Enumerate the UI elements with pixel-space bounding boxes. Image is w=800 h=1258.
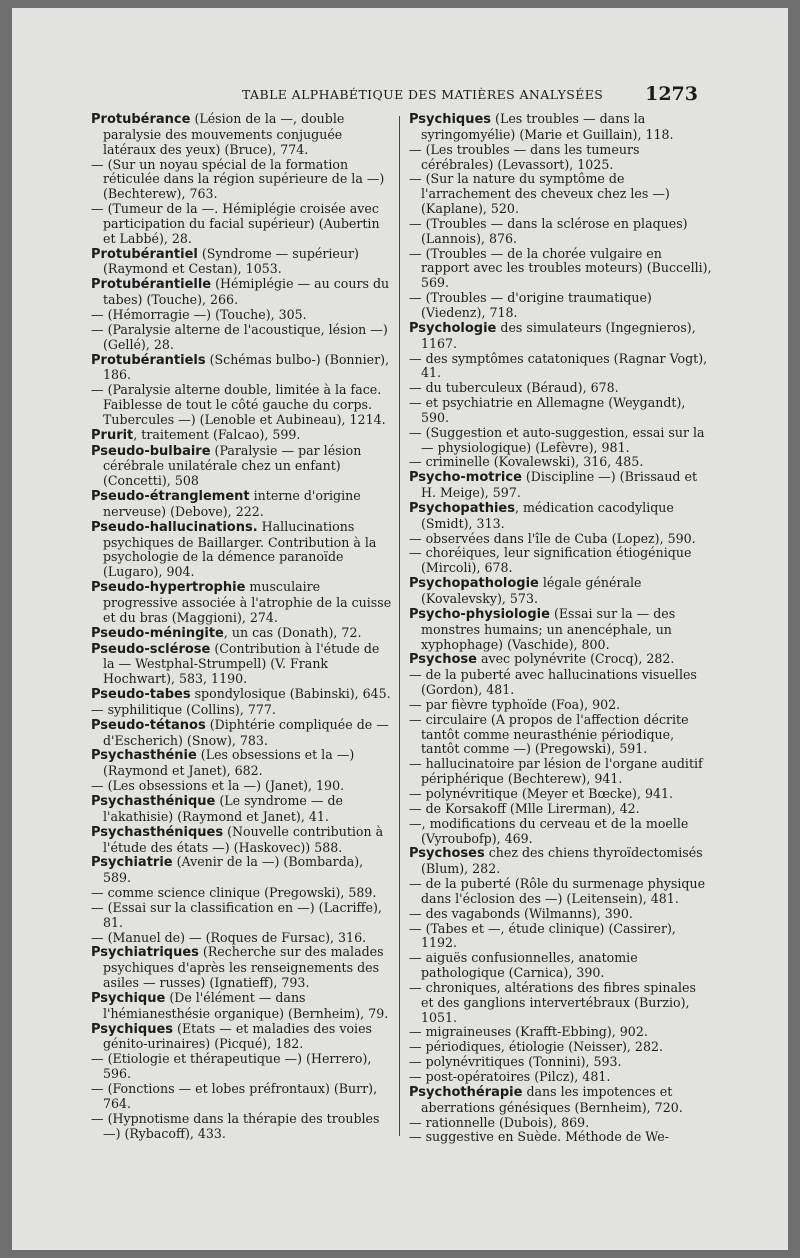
index-entry — [91, 945, 394, 991]
entry-text: — par fièvre typhoïde (Foa), 902. — [409, 696, 621, 712]
index-entry — [91, 353, 394, 384]
left-index-column — [91, 112, 394, 1141]
entry-text: (Avenir de la —) (Bombarda), 589. — [103, 854, 364, 886]
entry-headword: Psychasthénique — [91, 793, 216, 809]
index-entry — [409, 396, 712, 426]
entry-text: interne d'origine nerveuse) (Debove), 222. — [103, 488, 361, 519]
running-header — [104, 83, 698, 105]
index-entry — [409, 713, 712, 758]
index-entry — [409, 1085, 712, 1116]
entry-headword: Psychiques — [409, 112, 492, 127]
entry-headword: Psychothérapie — [409, 1084, 523, 1100]
entry-text: , traitement (Falcao), 599. — [133, 426, 301, 442]
column-divider — [399, 116, 400, 1136]
entry-text: — (Etiologie et thérapeutique —) (Herrero), 596. — [91, 1051, 372, 1082]
index-entry — [409, 817, 712, 847]
entry-text: — (Troubles — dans la sclérose en plaques) (Lannois), 876. — [409, 215, 688, 246]
entry-text: — (Sur un noyau spécial de la formation réticulée dans la région supérieure de la —) (Bechterew), 763. — [91, 156, 385, 202]
index-entry — [91, 687, 394, 703]
index-entry — [409, 802, 712, 817]
index-entry — [409, 112, 712, 143]
index-entry — [409, 247, 712, 292]
entry-headword: Psychiatriques — [91, 945, 199, 961]
entry-text: — et psychiatrie en Allemagne (Weygandt), 590. — [409, 395, 686, 425]
entry-text: — (Troubles — de la chorée vulgaire en rapport avec les troubles moteurs) (Buccelli), 569. — [409, 245, 712, 291]
index-entry — [409, 1116, 712, 1131]
entry-text: — (Manuel de) — (Roques de Fursac), 316. — [91, 929, 367, 945]
entry-text: — post-opératoires (Pilcz), 481. — [409, 1069, 611, 1084]
entry-text: — (Hémorragie —) (Touche), 305. — [91, 306, 307, 322]
entry-text: — (Suggestion et auto-suggestion, essai sur la — physiologique) (Lefèvre), 981. — [409, 424, 705, 455]
entry-text: (De l'élément — dans l'hémianesthésie organique) (Bernheim), 79. — [103, 989, 389, 1021]
entry-text: — (Paralysie alterne double, limitée à la face. Faiblesse de tout le côté gauche du corps. Tubercules —) (Lenoble et Aubineau), 1214. — [91, 382, 386, 427]
entry-text: — périodiques, étiologie (Neisser), 282. — [409, 1039, 663, 1055]
index-entry — [91, 444, 394, 490]
entry-text: Hallucinations psychiques de Baillarger. Contribution à la psychologie de la démence paranoïde (Lugaro), 904. — [103, 518, 377, 580]
entry-text: — (Sur la nature du symptôme de l'arrachement des cheveux chez les —) (Kaplane), 520. — [409, 171, 670, 217]
index-entry — [409, 352, 712, 382]
index-entry — [91, 112, 394, 158]
entry-text: (Hémiplégie — au cours du tabes) (Touche), 266. — [103, 276, 390, 308]
running-title: TABLE ALPHABÉTIQUE DES MATIÈRES ANALYSÉES — [242, 87, 604, 102]
right-index-column — [409, 112, 712, 1145]
page-number: 1273 — [645, 83, 698, 105]
entry-headword: Pseudo-hypertrophie — [91, 580, 246, 596]
entry-headword: Protubérance — [91, 112, 191, 127]
entry-headword: Protubérantiel — [91, 246, 198, 262]
index-entry — [91, 779, 394, 794]
entry-text: — (Paralysie alterne de l'acoustique, lésion —) (Gellé), 28. — [91, 321, 388, 352]
entry-text: — (Essai sur la classification en —) (Lacriffe), 81. — [91, 899, 382, 930]
entry-text: — circulaire (A propos de l'affection décrite tantôt comme neurasthénie périodique, tantôt comme —) (Pregowski), 591. — [409, 711, 689, 757]
entry-text: — migraineuses (Krafft-Ebbing), 902. — [409, 1024, 648, 1040]
entry-headword: Psychasthéniques — [91, 824, 224, 840]
entry-text: — comme science clinique (Pregowski), 589. — [91, 885, 377, 901]
entry-text: —, modifications du cerveau et de la moelle (Vyroubofp), 469. — [409, 815, 689, 846]
index-entry — [409, 576, 712, 607]
entry-text: — polynévritique (Meyer et Bœcke), 941. — [409, 785, 674, 801]
index-entry — [91, 718, 394, 749]
entry-text: — suggestive en Suède. Méthode de We- — [409, 1129, 669, 1145]
index-entry — [409, 532, 712, 547]
entry-text: — des symptômes catatoniques (Ragnar Vogt), 41. — [409, 350, 708, 381]
index-entry — [91, 901, 394, 931]
index-entry — [91, 428, 394, 444]
entry-text: (Les troubles — dans la syringomyélie) (Marie et Guillain), 118. — [421, 111, 674, 142]
entry-headword: Protubérantiels — [91, 352, 206, 368]
entry-headword: Psychiatrie — [91, 855, 173, 871]
index-entry — [409, 877, 712, 907]
index-entry — [91, 825, 394, 856]
entry-headword: Pseudo-hallucinations. — [91, 519, 258, 535]
index-entry — [409, 1055, 712, 1070]
entry-text: — du tuberculeux (Béraud), 678. — [409, 380, 619, 396]
index-entry — [91, 931, 394, 946]
entry-text: — de la puberté (Rôle du surmenage physique dans l'éclosion des —) (Leitensein), 481. — [409, 876, 706, 906]
index-entry — [409, 668, 712, 698]
entry-headword: Pseudo-tabes — [91, 687, 191, 703]
entry-text: avec polynévrite (Crocq), 282. — [476, 651, 675, 667]
book-page — [12, 8, 788, 1250]
index-entry — [91, 247, 394, 278]
entry-text: (Nouvelle contribution à l'étude des états —) (Haskovec)) 588. — [103, 823, 384, 855]
entry-headword: Psycho-motrice — [409, 470, 522, 486]
index-entry — [91, 886, 394, 901]
index-entry — [409, 217, 712, 247]
entry-text: — (Troubles — d'origine traumatique) (Viedenz), 718. — [409, 290, 652, 320]
index-entry — [91, 580, 394, 626]
entry-text: — aiguës confusionnelles, anatomie pathologique (Carnica), 390. — [409, 950, 638, 981]
entry-headword: Psychique — [91, 990, 166, 1006]
index-entry — [91, 308, 394, 323]
index-entry — [91, 1112, 394, 1142]
entry-text: — choréiques, leur signification étiogénique (Mircoli), 678. — [409, 545, 692, 576]
entry-headword: Pseudo-méningite — [91, 625, 224, 641]
index-entry — [409, 607, 712, 653]
entry-text: — (Tumeur de la —. Hémiplégie croisée avec participation du facial supérieur) (Aubertin et Labbé), 28. — [91, 201, 380, 246]
entry-text: (Le syndrome — de l'akathisie) (Raymond et Janet), 41. — [103, 792, 343, 824]
index-entry — [409, 652, 712, 668]
index-entry — [409, 470, 712, 501]
entry-headword: Psychologie — [409, 320, 497, 336]
index-entry — [409, 922, 712, 952]
entry-headword: Psychopathies — [409, 500, 515, 516]
index-entry — [91, 277, 394, 308]
entry-headword: Protubérantielle — [91, 277, 212, 293]
entry-text: — chroniques, altérations des fibres spinales et des ganglions intervertébraux (Burzio), 1051. — [409, 979, 696, 1025]
index-entry — [409, 1025, 712, 1040]
entry-text: spondylosique (Babinski), 645. — [190, 686, 391, 702]
entry-text: (Diphtérie compliquée de — d'Escherich) (Snow), 783. — [103, 716, 389, 748]
index-entry — [91, 642, 394, 688]
entry-text: (Contribution à l'étude de la — Westphal-Strumpell) (V. Frank Hochwart), 583, 1190. — [103, 640, 380, 687]
entry-headword: Psycho-physiologie — [409, 606, 550, 622]
index-entry — [91, 1052, 394, 1082]
entry-text: (Etats — et maladies des voies génito-urinaires) (Picqué), 182. — [103, 1020, 372, 1052]
index-entry — [409, 546, 712, 576]
entry-text: — (Les obsessions et la —) (Janet), 190. — [91, 778, 345, 794]
entry-text: (Syndrome — supérieur) (Raymond et Cestan), 1053. — [103, 245, 359, 277]
index-entry — [409, 381, 712, 396]
entry-text: — (Tabes et —, étude clinique) (Cassirer), 1192. — [409, 920, 676, 951]
index-entry — [91, 794, 394, 825]
index-entry — [409, 321, 712, 352]
entry-headword: Psychoses — [409, 846, 485, 862]
entry-text: — des vagabonds (Wilmanns), 390. — [409, 905, 633, 921]
entry-text: — syphilitique (Collins), 777. — [91, 701, 276, 717]
entry-text: , médication cacodylique (Smidt), 313. — [421, 499, 674, 531]
entry-text: dans les impotences et aberrations génésiques (Bernheim), 720. — [421, 1083, 683, 1115]
index-entry — [91, 520, 394, 580]
index-entry — [91, 489, 394, 520]
index-entry — [91, 1022, 394, 1053]
index-entry — [409, 501, 712, 532]
entry-headword: Psychopathologie — [409, 576, 539, 592]
entry-text: — rationnelle (Dubois), 869. — [409, 1114, 590, 1130]
entry-headword: Psychasthénie — [91, 748, 197, 764]
index-entry — [409, 757, 712, 787]
entry-headword: Psychiques — [91, 1021, 174, 1037]
entry-headword: Pseudo-étranglement — [91, 489, 250, 505]
entry-text: — observées dans l'île de Cuba (Lopez), 590. — [409, 530, 696, 546]
index-entry — [409, 1070, 712, 1085]
entry-text: — de la puberté avec hallucinations visuelles (Gordon), 481. — [409, 667, 697, 698]
entry-text: chez des chiens thyroïdectomisés (Blum), 282. — [421, 845, 703, 877]
entry-text: , un cas (Donath), 72. — [223, 624, 362, 640]
entry-text: (Les obsessions et la —) (Raymond et Janet), 682. — [103, 747, 355, 779]
index-entry — [91, 323, 394, 353]
index-entry — [409, 291, 712, 321]
index-entry — [91, 202, 394, 247]
index-entry — [91, 1082, 394, 1112]
entry-headword: Pseudo-tétanos — [91, 717, 206, 733]
entry-headword: Prurit — [91, 427, 134, 443]
index-entry — [409, 698, 712, 713]
entry-headword: Pseudo-sclérose — [91, 641, 211, 657]
index-entry — [409, 846, 712, 877]
entry-text: (Schémas bulbo-) (Bonnier), 186. — [103, 351, 390, 383]
entry-text: (Recherche sur des malades psychiques d'après les renseignements des asiles — russes) (Ignatieff), 793. — [103, 944, 384, 991]
entry-text: — polynévritiques (Tonnini), 593. — [409, 1054, 622, 1070]
index-entry — [91, 626, 394, 642]
index-entry — [91, 748, 394, 779]
entry-text: — criminelle (Kovalewski), 316, 485. — [409, 454, 644, 470]
entry-text: légale générale (Kovalevsky), 573. — [421, 575, 642, 606]
entry-text: des simulateurs (Ingegnieros), 1167. — [421, 319, 696, 351]
entry-headword: Psychose — [409, 652, 477, 668]
index-entry — [409, 143, 712, 173]
index-entry — [409, 172, 712, 217]
entry-text: (Essai sur la — des monstres humains; un anencéphale, un xyphophage) (Vaschide), 800. — [421, 605, 676, 652]
index-entry — [91, 383, 394, 428]
entry-headword: Pseudo-bulbaire — [91, 443, 211, 459]
index-entry — [91, 703, 394, 718]
index-entry — [409, 455, 712, 470]
entry-text: (Lésion de la —, double paralysie des mouvements conjuguée latéraux des yeux) (Bruce), 774. — [103, 111, 345, 157]
index-entry — [409, 787, 712, 802]
index-entry — [409, 1130, 712, 1145]
index-entry — [409, 981, 712, 1026]
entry-text: — (Hypnotisme dans la thérapie des troubles —) (Rybacoff), 433. — [91, 1110, 380, 1141]
index-entry — [91, 158, 394, 203]
entry-text: — (Les troubles — dans les tumeurs cérébrales) (Levassort), 1025. — [409, 141, 640, 172]
index-entry — [409, 426, 712, 456]
index-entry — [91, 991, 394, 1022]
entry-text: (Discipline —) (Brissaud et H. Meige), 597. — [421, 469, 698, 501]
index-entry — [91, 855, 394, 886]
entry-text: — de Korsakoff (Mlle Lirerman), 42. — [409, 800, 640, 816]
entry-text: (Paralysie — par lésion cérébrale unilatérale chez un enfant) (Concetti), 508 — [103, 442, 362, 489]
entry-text: — hallucinatoire par lésion de l'organe auditif périphérique (Bechterew), 941. — [409, 756, 703, 787]
index-entry — [409, 951, 712, 981]
entry-text: musculaire progressive associée à l'atrophie de la cuisse et du bras (Maggioni), 274. — [103, 579, 392, 625]
entry-text: — (Fonctions — et lobes préfrontaux) (Burr), 764. — [91, 1081, 378, 1111]
index-entry — [409, 1040, 712, 1055]
index-entry — [409, 907, 712, 922]
